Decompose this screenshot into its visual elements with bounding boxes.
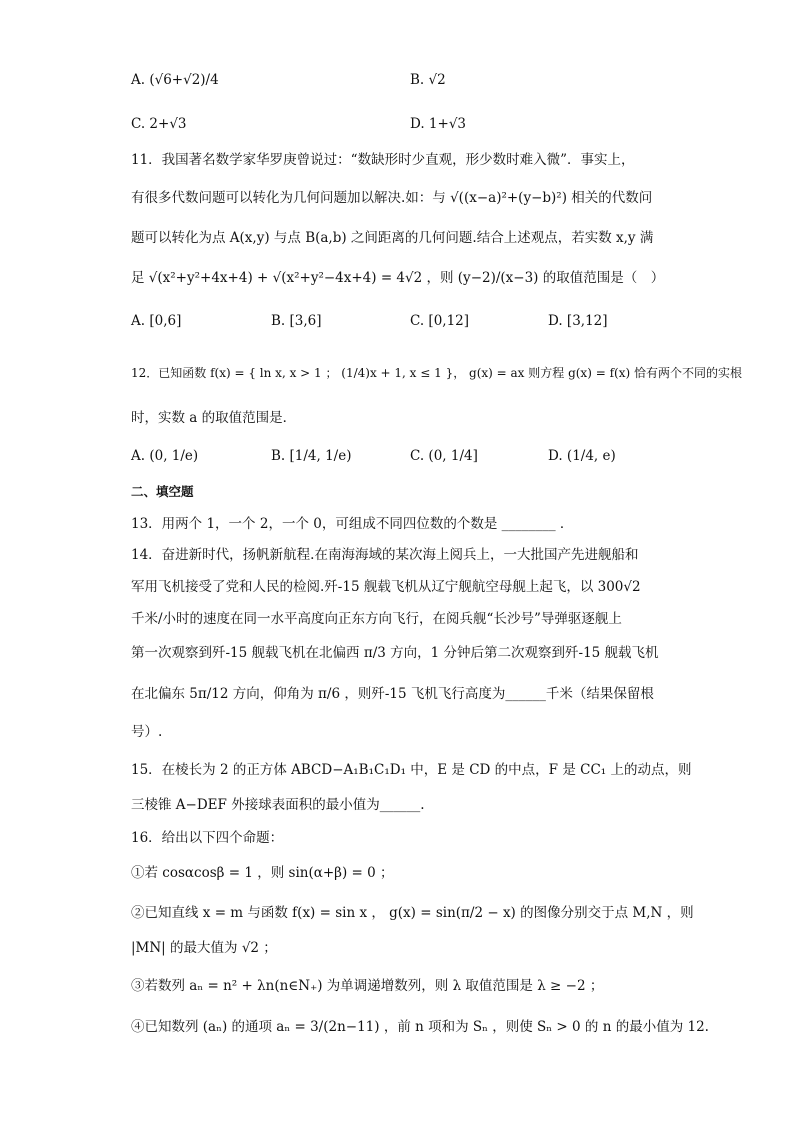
q16-proposition-2a: ②已知直线 x = m 与函数 f(x) = sin x ， g(x) = sin(π/2 − x) 的图像分别交于点 M,N ，则 — [131, 905, 694, 921]
q10-option-a: A. (√6+√2)/4 — [131, 72, 219, 88]
q10-option-c: C. 2+√3 — [131, 116, 187, 132]
q10-option-b: B. √2 — [410, 72, 446, 88]
q14-line-5: 在北偏东 5π/12 方向，仰角为 π/6 ，则歼-15 飞机飞行高度为______千米（结果保留根 — [131, 686, 654, 702]
q16-proposition-1: ①若 cosαcosβ = 1 ，则 sin(α+β) = 0 ； — [131, 865, 394, 881]
q14-line-1: 14．奋进新时代，扬帆新航程.在南海海域的某次海上阅兵上，一大批国产先进舰船和 — [131, 547, 639, 563]
q16-proposition-2b: |MN| 的最大值为 √2 ； — [131, 940, 277, 956]
q11-line-3: 题可以转化为点 A(x,y) 与点 B(a,b) 之间距离的几何问题.结合上述观点，若实数 x,y 满 — [131, 230, 654, 246]
q13-text: 13．用两个 1，一个 2，一个 0，可组成不同四位数的个数是 ________ ． — [131, 516, 574, 532]
q14-line-3: 千米/小时的速度在同一水平高度向正东方向飞行，在阅兵舰“长沙号”导弹驱逐舰上 — [131, 611, 622, 627]
q11-line-4: 足 √(x²+y²+4x+4) + √(x²+y²−4x+4) = 4√2 ，则 (y−2)/(x−3) 的取值范围是（ ） — [131, 270, 665, 286]
q12-option-c: C. (0, 1/4] — [410, 448, 478, 464]
q10-option-d: D. 1+√3 — [410, 116, 467, 132]
q11-option-d: D. [3,12] — [548, 313, 608, 329]
section-title-fill-in: 二、填空题 — [131, 484, 194, 499]
q12-option-a: A. (0, 1/e) — [131, 448, 199, 464]
q12-line-1: 12．已知函数 f(x) = { ln x, x > 1 ； (1/4)x + 1, x ≤ 1 }， g(x) = ax 则方程 g(x) = f(x) 恰有两个不同的实根 — [131, 366, 742, 380]
q11-option-b: B. [3,6] — [271, 313, 322, 329]
q16-proposition-3: ③若数列 aₙ = n² + λn(n∈N₊) 为单调递增数列，则 λ 取值范围是 λ ≥ −2 ； — [131, 978, 604, 994]
q14-line-6: 号）. — [131, 724, 163, 740]
q11-line-2: 有很多代数问题可以转化为几何问题加以解决.如：与 √((x−a)²+(y−b)²) 相关的代数问 — [131, 190, 653, 206]
q15-line-1: 15．在棱长为 2 的正方体 ABCD−A₁B₁C₁D₁ 中，E 是 CD 的中点，F 是 CC₁ 上的动点，则 — [131, 762, 692, 778]
q14-line-2: 军用飞机接受了党和人民的检阅.歼-15 舰载飞机从辽宁舰航空母舰上起飞，以 300√2 — [131, 579, 641, 595]
q11-option-c: C. [0,12] — [410, 313, 470, 329]
q11-line-1: 11．我国著名数学家华罗庚曾说过：“数缺形时少直观，形少数时难入微”．事实上， — [131, 152, 635, 168]
q12-line-2: 时，实数 a 的取值范围是． — [131, 410, 297, 426]
q16-proposition-4: ④已知数列 (aₙ) 的通项 aₙ = 3/(2n−11) ，前 n 项和为 Sₙ ，则使 Sₙ > 0 的 n 的最小值为 12. — [131, 1019, 709, 1035]
q14-line-4: 第一次观察到歼-15 舰载飞机在北偏西 π/3 方向，1 分钟后第二次观察到歼-15 舰载飞机 — [131, 645, 659, 661]
q11-option-a: A. [0,6] — [131, 313, 182, 329]
q12-option-b: B. [1/4, 1/e) — [271, 448, 352, 464]
q16-intro: 16．给出以下四个命题： — [131, 830, 284, 846]
q12-option-d: D. (1/4, e) — [548, 448, 616, 464]
q15-line-2: 三棱锥 A−DEF 外接球表面积的最小值为______. — [131, 797, 425, 813]
